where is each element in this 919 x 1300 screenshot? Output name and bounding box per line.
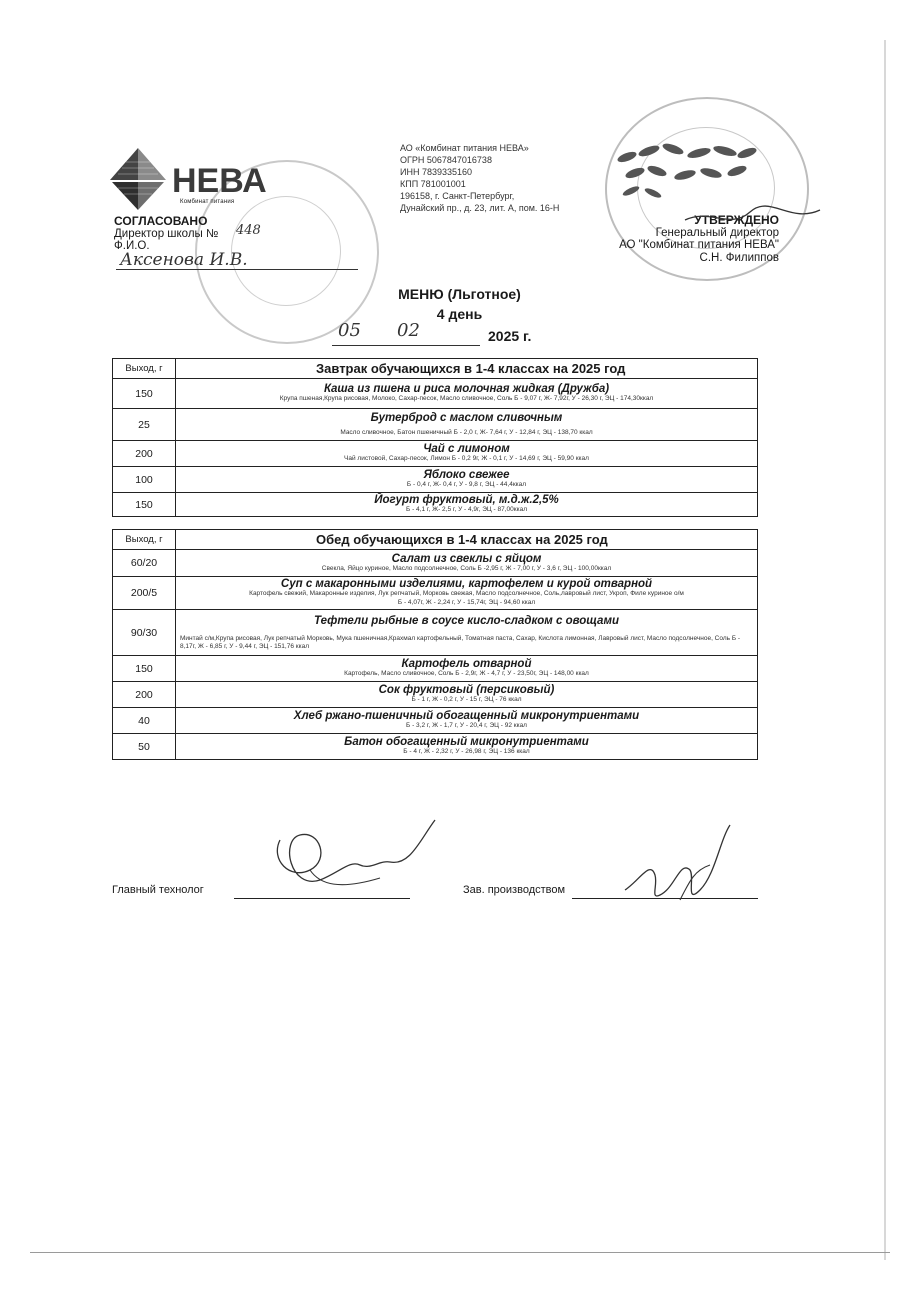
dish-composition-values: Б - 4,07г, Ж - 2,24 г, У - 15,74г, ЭЦ - 94,60 ккал bbox=[397, 599, 536, 606]
production-signature-icon bbox=[620, 820, 740, 920]
table-header-row bbox=[113, 530, 758, 550]
breakfast-table bbox=[112, 358, 758, 517]
approved-company: АО "Комбинат питания НЕВА" bbox=[619, 239, 779, 251]
table-row bbox=[113, 610, 758, 656]
item-yield: 150 bbox=[113, 656, 176, 682]
logo-subtitle: Комбинат питания bbox=[180, 199, 235, 205]
date-year: 2025 г. bbox=[488, 328, 532, 344]
item-yield: 200 bbox=[113, 682, 176, 708]
table-row bbox=[113, 550, 758, 577]
dish-name: Йогурт фруктовый, м.д.ж.2,5% bbox=[374, 494, 559, 506]
dish-name: Батон обогащенный микронутриентами bbox=[344, 736, 589, 748]
approved-position: Генеральный директор bbox=[655, 226, 779, 239]
item-yield: 200 bbox=[113, 441, 176, 467]
table-row bbox=[113, 379, 758, 409]
company-line: КПП 781001001 bbox=[400, 179, 466, 189]
item-yield: 100 bbox=[113, 467, 176, 493]
production-label: Зав. производством bbox=[463, 884, 566, 896]
director-label: Директор школы № bbox=[114, 227, 219, 240]
dish-name: Суп с макаронными изделиями, картофелем и курой отварной bbox=[280, 578, 653, 590]
yield-header: Выход, г bbox=[113, 530, 176, 550]
scan-edge-right bbox=[884, 40, 886, 1260]
scan-edge-bottom bbox=[30, 1252, 890, 1253]
company-line: ОГРН 5067847016738 bbox=[400, 155, 492, 165]
dish-composition: Картофель свежий, Макаронные изделия, Лук репчатый, Морковь свежая, Масло подсолнечное, Соль,лавровый лист, Укроп, Филе куриное о/м bbox=[249, 590, 684, 597]
company-line: АО «Комбинат питания НЕВА» bbox=[400, 143, 529, 153]
approved-title: УТВЕРЖДЕНО bbox=[694, 213, 779, 227]
table-row bbox=[113, 682, 758, 708]
table-row bbox=[113, 708, 758, 734]
date-underline bbox=[332, 345, 480, 346]
dish-composition: Свекла, Яйцо куриное, Масло подсолнечное, Соль Б -2,95 г, Ж - 7,00 г, У - 3,6 г, ЭЦ - 100,00ккал bbox=[321, 564, 612, 572]
item-yield: 200/5 bbox=[113, 577, 176, 610]
approved-name: С.Н. Филиппов bbox=[699, 251, 779, 264]
dish-name: Картофель отварной bbox=[401, 658, 532, 670]
dish-name: Чай с лимоном bbox=[423, 443, 510, 455]
logo-wordmark: НЕВА bbox=[172, 162, 267, 200]
item-yield: 40 bbox=[113, 708, 176, 734]
lunch-table bbox=[112, 529, 758, 760]
dish-name: Салат из свеклы с яйцом bbox=[391, 552, 542, 565]
company-line: Дунайский пр., д. 23, лит. А, пом. 16-Н bbox=[400, 203, 560, 213]
school-number: 448 bbox=[236, 223, 261, 238]
dish-composition: Б - 4 г, Ж - 2,32 г, У - 26,98 г, ЭЦ - 136 ккал bbox=[403, 748, 530, 755]
breakfast-title: Завтрак обучающихся в 1-4 классах на 2025 год bbox=[176, 359, 758, 379]
fio-label: Ф.И.О. bbox=[114, 240, 150, 252]
table-row bbox=[113, 656, 758, 682]
fio-signature: Аксенова И.В. bbox=[120, 250, 248, 270]
item-yield: 150 bbox=[113, 493, 176, 517]
table-row bbox=[113, 409, 758, 441]
dish-name: Каша из пшена и риса молочная жидкая (Дружба) bbox=[323, 383, 610, 395]
company-line: 196158, г. Санкт-Петербург, bbox=[400, 191, 515, 201]
dish-name: Хлеб ржано-пшеничный обогащенный микронутриентами bbox=[293, 710, 640, 722]
yield-header: Выход, г bbox=[113, 359, 176, 379]
dish-composition: Б - 4,1 г, Ж- 2,5 г, У - 4,9г, ЭЦ - 87,00ккал bbox=[406, 506, 527, 513]
table-row bbox=[113, 577, 758, 610]
item-yield: 90/30 bbox=[113, 610, 176, 656]
item-yield: 60/20 bbox=[113, 550, 176, 577]
item-yield: 150 bbox=[113, 379, 176, 409]
lunch-title: Обед обучающихся в 1-4 классах на 2025 год bbox=[176, 530, 758, 550]
dish-composition: Б - 0,4 г, Ж- 0,4 г, У - 9,8 г, ЭЦ - 44,4ккал bbox=[406, 481, 527, 488]
dish-composition: Картофель, Масло сливочное, Соль Б - 2,9г, Ж - 4,7 г, У - 23,50г, ЭЦ - 148,00 ккал bbox=[344, 670, 589, 677]
table-row bbox=[113, 493, 758, 517]
table-row bbox=[113, 734, 758, 760]
technologist-signature-icon bbox=[250, 800, 450, 910]
company-details bbox=[400, 142, 559, 214]
dish-composition: Чай листовой, Сахар-песок, Лимон Б - 0,2 9г, Ж - 0,1 г, У - 14,69 г, ЭЦ - 59,90 ккал bbox=[344, 455, 589, 462]
dish-name: Тефтели рыбные в соусе кисло-сладком с овощами bbox=[314, 614, 619, 627]
dish-composition: Б - 3,2 г, Ж - 1,7 г, У - 20,4 г, ЭЦ - 92 ккал bbox=[406, 722, 527, 729]
item-yield: 50 bbox=[113, 734, 176, 760]
agreed-title: СОГЛАСОВАНО bbox=[114, 214, 208, 228]
agreed-block bbox=[114, 215, 218, 253]
dish-name: Бутерброд с маслом сливочным bbox=[370, 411, 563, 424]
table-row bbox=[113, 441, 758, 467]
table-header-row bbox=[113, 359, 758, 379]
table-row bbox=[113, 467, 758, 493]
dish-composition: Минтай с/м,Крупа рисовая, Лук репчатый Морковь, Мука пшеничная,Крахмал картофельный, Томатная паста, Сахар, Кислота лимонная, Лавровый лист, Масло подсолнечное, Соль Б - 8,17г, Ж - 6,85 г, У - 9,44 г, ЭЦ - 151,76 ккал bbox=[180, 634, 741, 650]
date-day: 05 bbox=[338, 320, 361, 341]
technologist-label: Главный технолог bbox=[112, 884, 204, 896]
dish-composition: Б - 1 г, Ж - 0,2 г, У - 15 г, ЭЦ - 76 ккал bbox=[411, 696, 522, 703]
date-month: 02 bbox=[397, 320, 420, 341]
menu-day: 4 день bbox=[436, 306, 483, 322]
director-signature-icon bbox=[680, 200, 830, 236]
company-line: ИНН 7839335160 bbox=[400, 167, 473, 177]
menu-title: МЕНЮ (Льготное) bbox=[398, 286, 521, 302]
dish-composition: Масло сливочное, Батон пшеничный Б - 2,0 г, Ж- 7,64 г, У - 12,84 г, ЭЦ - 138,70 ккал bbox=[340, 428, 593, 436]
dish-name: Сок фруктовый (персиковый) bbox=[378, 684, 555, 696]
item-yield: 25 bbox=[113, 409, 176, 441]
dish-composition: Крупа пшеная,Крупа рисовая, Молоко, Сахар-песок, Масло сливочное, Соль Б - 9,07 г, Ж- 7,92г, У - 26,30 г, ЭЦ - 174,30ккал bbox=[279, 395, 654, 402]
dish-name: Яблоко свежее bbox=[423, 469, 510, 481]
